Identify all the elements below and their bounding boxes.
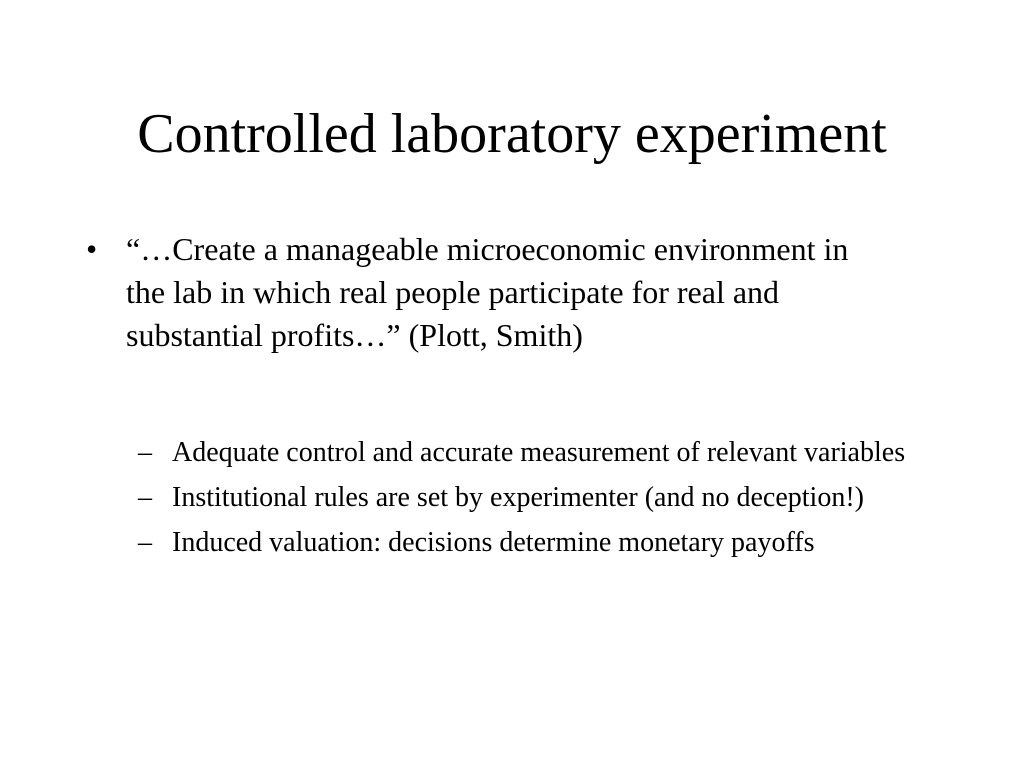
sub-bullet-text: Institutional rules are set by experimenter (and no deception!) [172, 482, 864, 513]
sub-bullet-item [138, 524, 968, 561]
sub-bullet-item [138, 479, 968, 516]
sub-bullet-text: Adequate control and accurate measurement of relevant variables [172, 437, 906, 468]
dash-marker: – [138, 482, 152, 513]
dash-marker: – [138, 437, 152, 468]
dash-marker: – [138, 527, 152, 558]
main-bullet [86, 228, 946, 357]
slide-title: Controlled laboratory experiment [137, 103, 887, 165]
sub-bullet-item [138, 434, 968, 471]
bullet-marker: • [86, 231, 98, 267]
main-bullet-text: “…Create a manageable microeconomic environment in the lab in which real people participate for real and substantial profits…” (Plott, Smith) [126, 231, 849, 353]
sub-bullet-list [138, 434, 968, 569]
sub-bullet-text: Induced valuation: decisions determine monetary payoffs [172, 527, 815, 558]
